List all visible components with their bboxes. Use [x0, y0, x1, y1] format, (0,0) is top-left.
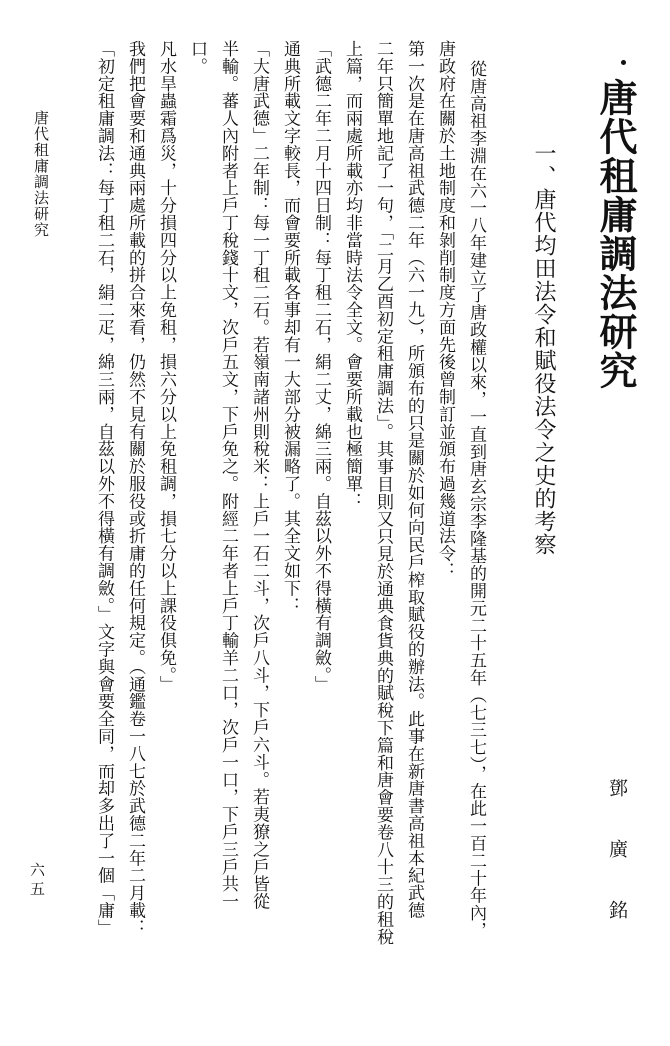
page-number: 六五	[28, 862, 46, 900]
body-column-6: 通典所載文字較長，而會要所載各事却有一大部分被漏略了。其全文如下：	[280, 40, 300, 615]
quote-column-5: 凡水旱蟲霜爲災，十分損四分以上免租，損六分以上免租調，損七分以上課役俱免。」	[156, 40, 176, 693]
body-column-5: 上篇，而兩處所載亦均非當時法令全文。會要所載也極簡單：	[342, 40, 362, 510]
body-column-4: 二年只簡單地記了一句，「二月乙酉初定租庸調法」。其事目則又只見於通典食貨典的賦稅下篇和唐會要卷八十三的租稅	[373, 40, 393, 946]
body-column-3: 第一次是在唐高祖武德二年（六一九），所頒布的只是關於如何向民戶榨取賦役的辦法。此事在新唐書高祖本紀武德	[404, 40, 424, 919]
section-heading: 一、唐代均田法令和賦役法令之史的考察	[531, 142, 556, 556]
quote-column-1: 「武德二年二月十四日制：每丁租二石，絹二丈，綿三兩。自茲以外不得橫有調斂。」	[311, 40, 331, 693]
quote-column-2: 「大唐武德」二年制：每一丁租二石。若嶺南諸州則稅米：上戶一石二斗，次戶八斗，下戶六斗。若夷獠之戶皆從	[249, 40, 269, 910]
quote-column-4: 口。	[187, 40, 207, 75]
body-column-1: 從唐高祖李淵在六一八年建立了唐政權以來，一直到唐玄宗李隆基的開元二十五年（七三七），在此一百二十年內，	[466, 60, 486, 939]
quote-column-3: 半輸。蕃人內附者上戶丁稅錢十文，次戶五文，下戶免之。附經二年者上戶丁輸羊二口，次戶一口，下戶三戶共一	[218, 40, 238, 910]
heading-mark	[621, 60, 626, 65]
body-column-8: 「初定租庸調法：每丁租二石，絹二疋，綿三兩，自茲以外不得橫有調斂。」文字與會要全同，而却多出了一個「庸」	[94, 40, 114, 937]
running-header: 唐代租庸調法研究	[32, 110, 50, 238]
body-column-7: 我們把會要和通典兩處所載的拼合來看，仍然不見有關於服役或折庸的任何規定。（通鑑卷一八七於武德二年二月載：	[125, 40, 145, 937]
page-title: 唐代租庸調法研究	[593, 78, 638, 390]
body-column-2: 唐政府在關於土地制度和剝削制度方面先後曾制訂並頒布過幾道法令：	[435, 40, 455, 580]
author-name: 鄧 廣 銘	[606, 778, 628, 929]
